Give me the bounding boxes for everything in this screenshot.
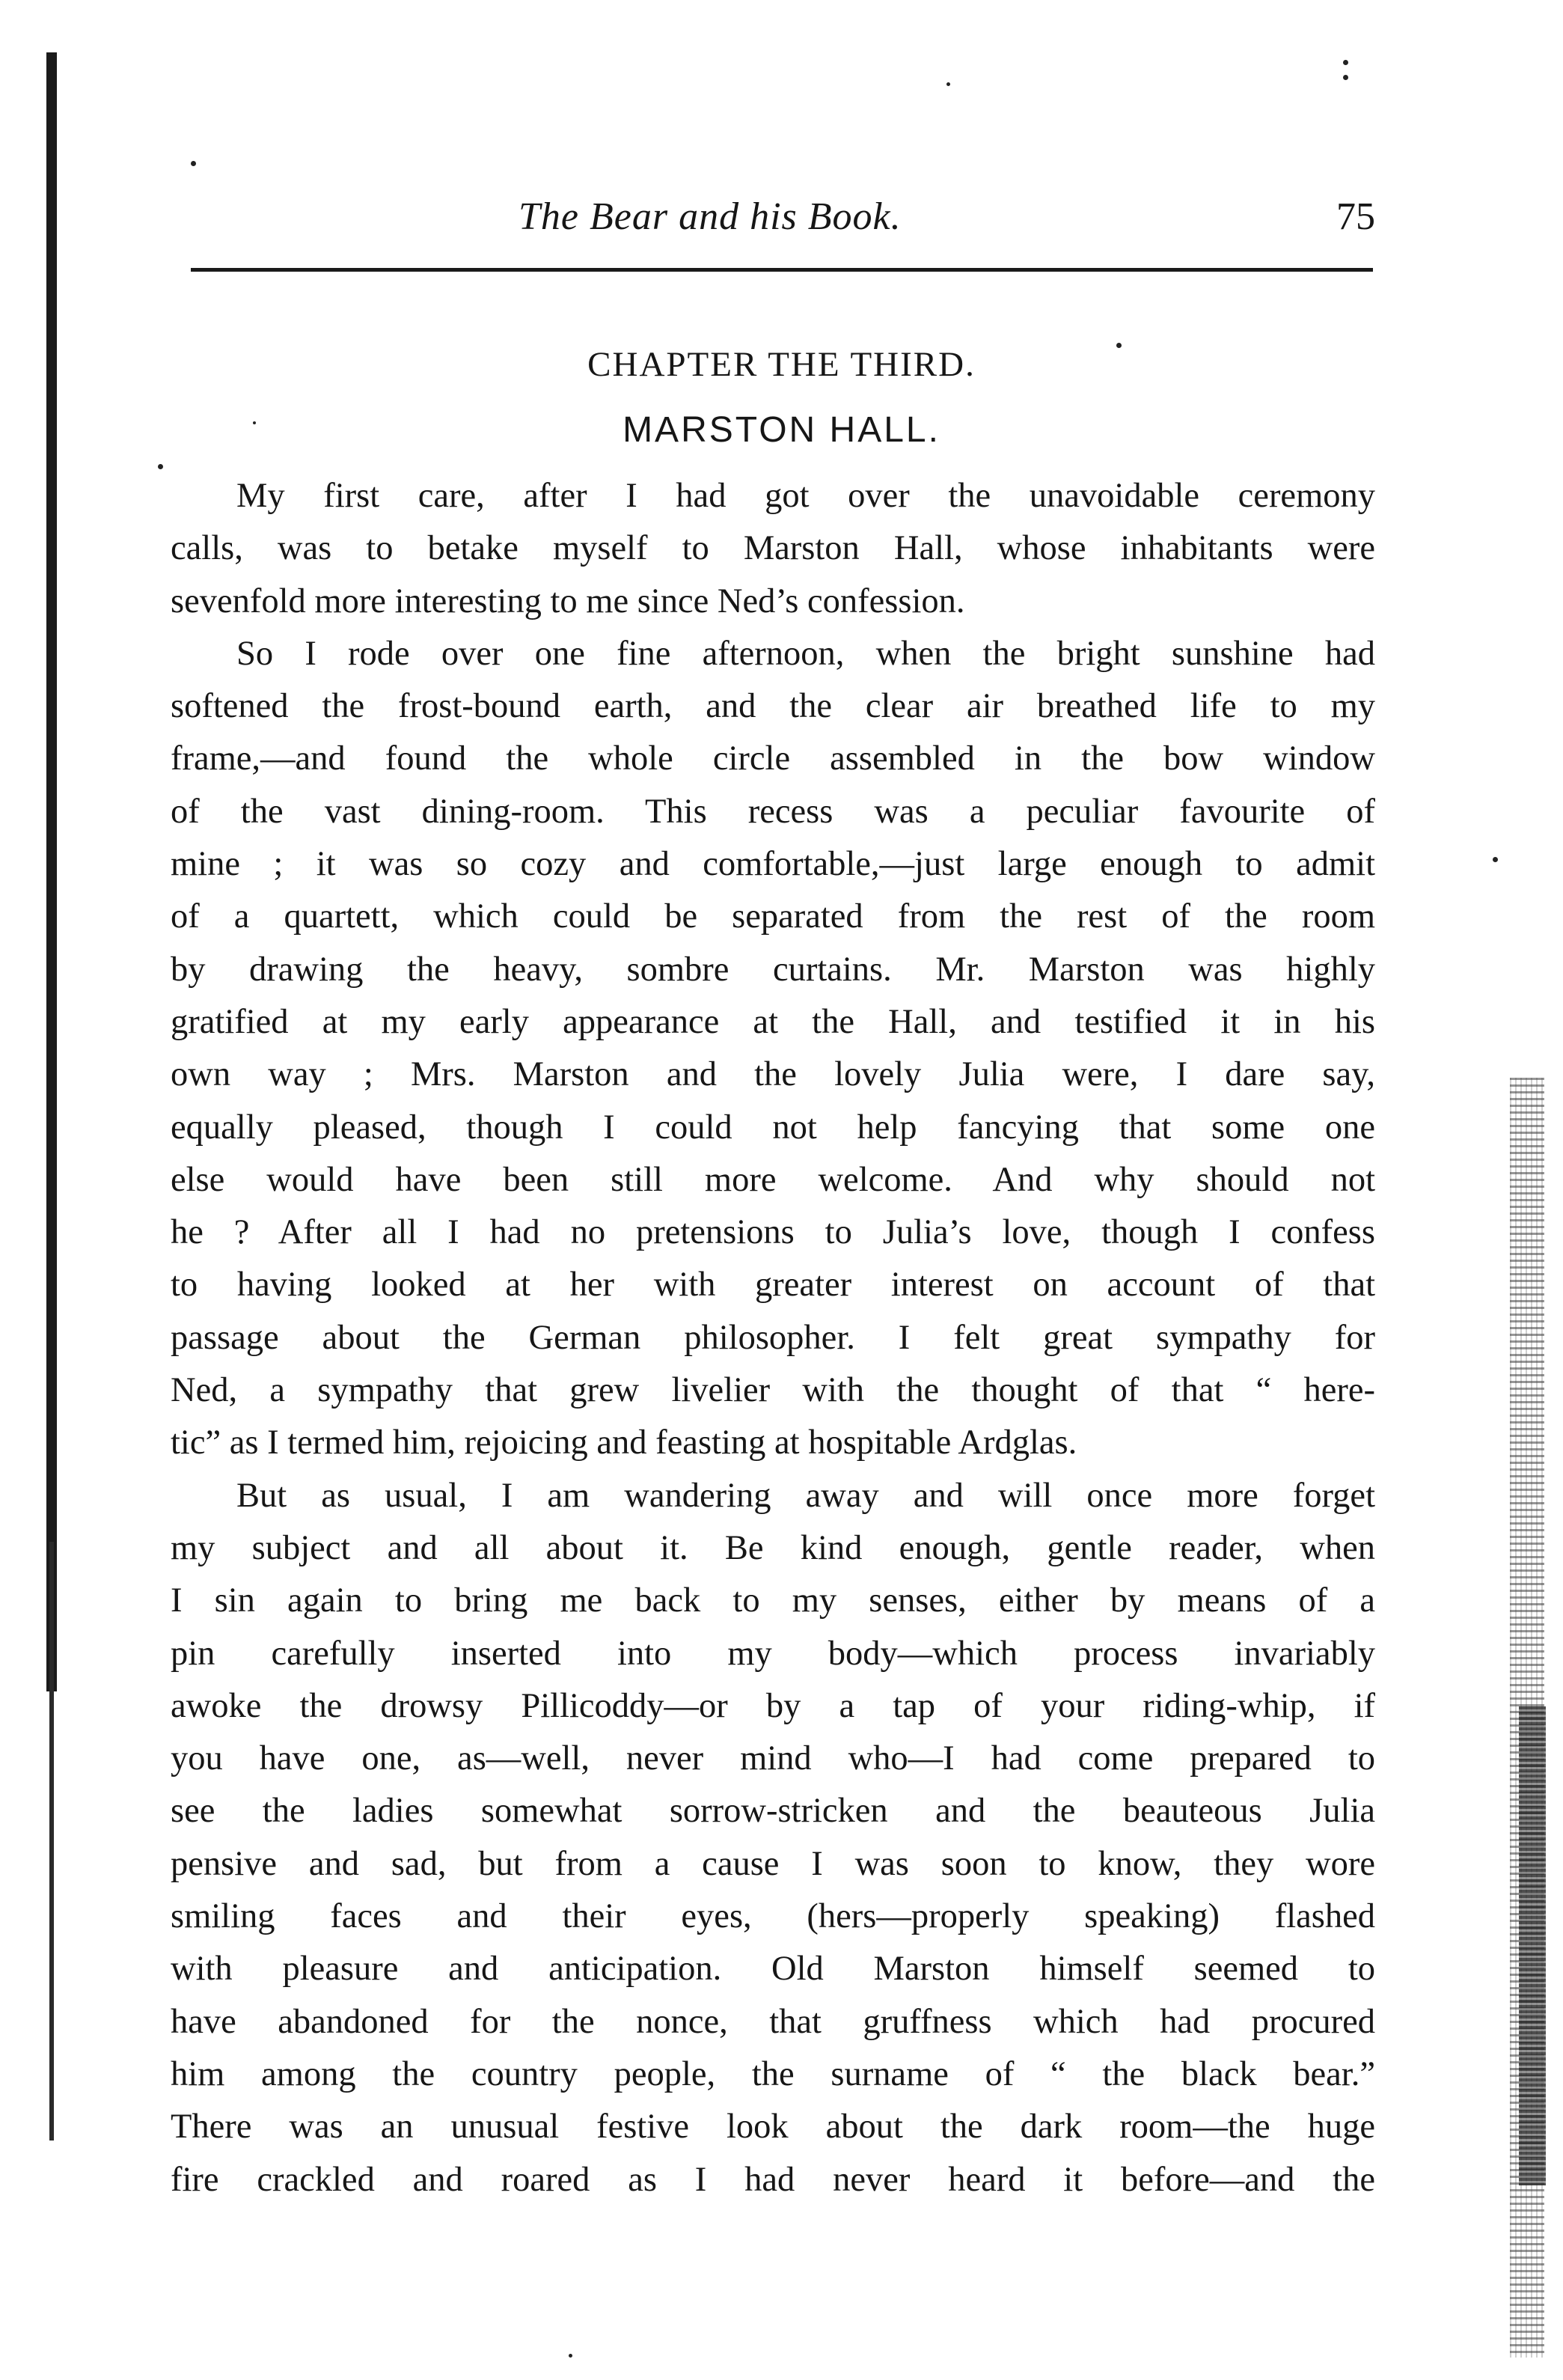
- text-line: passage about the German philosopher. I felt great sympathy for: [171, 1318, 1375, 1357]
- text-line: There was an unusual festive look about the dark room—the huge: [171, 2108, 1375, 2146]
- text-line: mine ; it was so cozy and comfortable,—just large enough to admit: [171, 845, 1375, 884]
- text-line: calls, was to betake myself to Marston Hall, whose inhabitants were: [171, 529, 1375, 568]
- page-gutter-shadow-lower: [49, 1542, 54, 2141]
- print-speck: [1493, 857, 1498, 862]
- text-line: But as usual, I am wandering away and will once more forget: [236, 1476, 1375, 1515]
- text-line: fire crackled and roared as I had never heard it before—and the: [171, 2160, 1375, 2199]
- print-speck: [191, 161, 196, 166]
- text-line: smiling faces and their eyes, (hers—properly speaking) flashed: [171, 1897, 1375, 1936]
- text-line: pensive and sad, but from a cause I was soon to know, they wore: [171, 1844, 1375, 1883]
- text-line: So I rode over one fine afternoon, when the bright sunshine had: [236, 634, 1375, 673]
- text-line: have abandoned for the nonce, that gruffness which had procured: [171, 2002, 1375, 2041]
- text-line: else would have been still more welcome. And why should not: [171, 1160, 1375, 1199]
- text-line: tic” as I termed him, rejoicing and feasting at hospitable Ardglas.: [171, 1424, 1077, 1462]
- text-line: softened the frost-bound earth, and the clear air breathed life to my: [171, 687, 1375, 726]
- print-speck: [1343, 60, 1348, 65]
- text-line: pin carefully inserted into my body—which process invariably: [171, 1634, 1375, 1673]
- text-line: I sin again to bring me back to my senses, either by means of a: [171, 1581, 1375, 1620]
- header-rule: [191, 268, 1373, 272]
- text-line: My first care, after I had got over the unavoidable ceremony: [236, 477, 1375, 515]
- running-header: [171, 187, 1375, 254]
- body-text: [171, 470, 1375, 2206]
- text-line: Ned, a sympathy that grew livelier with the thought of that “ here-: [171, 1371, 1375, 1410]
- text-line: him among the country people, the surname of “ the black bear.”: [171, 2054, 1375, 2093]
- text-line: of the vast dining-room. This recess was a peculiar favourite of: [171, 792, 1375, 831]
- text-line: own way ; Mrs. Marston and the lovely Julia were, I dare say,: [171, 1055, 1375, 1094]
- text-line: with pleasure and anticipation. Old Marston himself seemed to: [171, 1950, 1375, 1989]
- text-line: to having looked at her with greater interest on account of that: [171, 1266, 1375, 1305]
- text-line: by drawing the heavy, sombre curtains. Mr. Marston was highly: [171, 950, 1375, 989]
- text-line: he ? After all I had no pretensions to Julia’s love, though I confess: [171, 1213, 1375, 1252]
- text-line: see the ladies somewhat sorrow-stricken and the beauteous Julia: [171, 1792, 1375, 1831]
- page-number: 75: [1336, 195, 1375, 238]
- chapter-title: CHAPTER THE THIRD.: [587, 345, 976, 384]
- text-line: you have one, as—well, never mind who—I had come prepared to: [171, 1739, 1375, 1778]
- print-speck: [1343, 75, 1348, 80]
- print-speck: [569, 2354, 572, 2358]
- text-line: gratified at my early appearance at the Hall, and testified it in his: [171, 1002, 1375, 1041]
- text-line: my subject and all about it. Be kind enough, gentle reader, when: [171, 1528, 1375, 1567]
- text-line: sevenfold more interesting to me since Ned’s confession.: [171, 582, 965, 620]
- text-line: frame,—and found the whole circle assembled in the bow window: [171, 739, 1375, 778]
- page-edge-speckle-dark: [1519, 1706, 1546, 2185]
- print-speck: [158, 464, 163, 469]
- page-gutter-shadow: [46, 52, 57, 1691]
- text-line: of a quartett, which could be separated from the rest of the room: [171, 897, 1375, 936]
- text-line: awoke the drowsy Pillicoddy—or by a tap of your riding-whip, if: [171, 1686, 1375, 1725]
- text-line: equally pleased, though I could not help fancying that some one: [171, 1108, 1375, 1147]
- chapter-subtitle: MARSTON HALL.: [623, 410, 940, 450]
- running-title: The Bear and his Book.: [519, 195, 902, 238]
- print-speck: [946, 82, 950, 86]
